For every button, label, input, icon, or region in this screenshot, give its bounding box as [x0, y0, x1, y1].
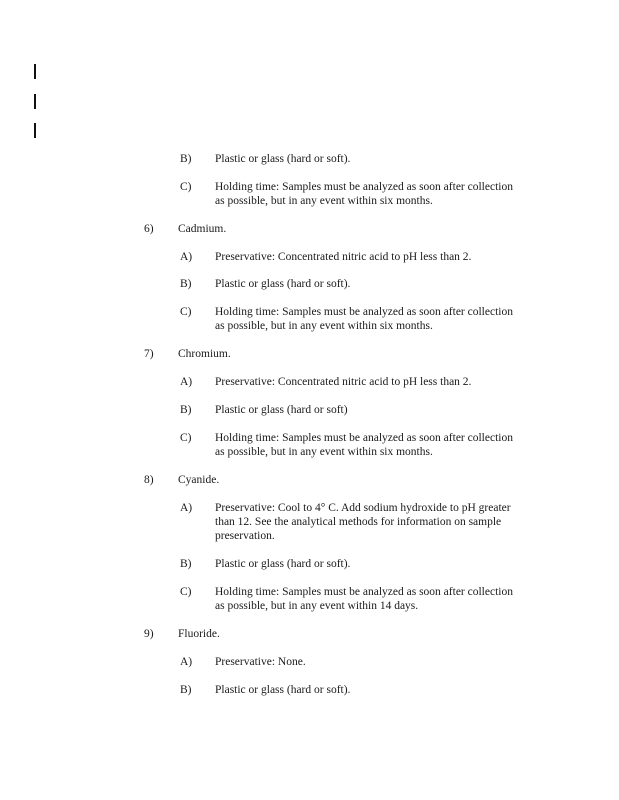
section-title: Cyanide. — [178, 474, 220, 486]
item-letter: A) — [180, 376, 193, 388]
item-text: as possible, but in any event within six months. — [215, 446, 433, 458]
item-text: Holding time: Samples must be analyzed as soon after collection — [215, 586, 513, 598]
item-letter: B) — [180, 558, 192, 570]
item-text: Plastic or glass (hard or soft). — [215, 153, 351, 165]
item-text: than 12. See the analytical methods for information on sample — [215, 516, 502, 528]
item-text: as possible, but in any event within six months. — [215, 320, 433, 332]
item-letter: A) — [180, 251, 193, 263]
item-text: Preservative: Concentrated nitric acid to pH less than 2. — [215, 251, 472, 263]
item-text: Preservative: Concentrated nitric acid to pH less than 2. — [215, 376, 472, 388]
item-text: Plastic or glass (hard or soft). — [215, 278, 351, 290]
item-text: Plastic or glass (hard or soft) — [215, 404, 348, 416]
item-text: Preservative: Cool to 4° C. Add sodium hydroxide to pH greater — [215, 502, 511, 514]
section-title: Cadmium. — [178, 223, 227, 235]
item-text: as possible, but in any event within 14 days. — [215, 600, 419, 612]
item-text: Holding time: Samples must be analyzed as soon after collection — [215, 181, 513, 193]
section-title: Chromium. — [178, 348, 231, 360]
item-letter: B) — [180, 153, 192, 165]
revision-change-bar — [34, 94, 36, 109]
revision-change-bar — [34, 64, 36, 79]
section-number: 9) — [144, 628, 154, 640]
item-letter: B) — [180, 404, 192, 416]
item-letter: A) — [180, 502, 193, 514]
section-number: 8) — [144, 474, 154, 486]
section-title: Fluoride. — [178, 628, 220, 640]
item-letter: C) — [180, 432, 192, 444]
item-letter: B) — [180, 684, 192, 696]
item-letter: C) — [180, 586, 192, 598]
item-text: Preservative: None. — [215, 656, 306, 668]
item-text: Holding time: Samples must be analyzed as soon after collection — [215, 432, 513, 444]
item-letter: B) — [180, 278, 192, 290]
item-text: Plastic or glass (hard or soft). — [215, 558, 351, 570]
item-letter: C) — [180, 181, 192, 193]
item-text: Holding time: Samples must be analyzed as soon after collection — [215, 306, 513, 318]
item-letter: C) — [180, 306, 192, 318]
item-letter: A) — [180, 656, 193, 668]
item-text: preservation. — [215, 530, 275, 542]
item-text: as possible, but in any event within six months. — [215, 195, 433, 207]
section-number: 6) — [144, 223, 154, 235]
revision-change-bar — [34, 123, 36, 138]
section-number: 7) — [144, 348, 154, 360]
item-text: Plastic or glass (hard or soft). — [215, 684, 351, 696]
